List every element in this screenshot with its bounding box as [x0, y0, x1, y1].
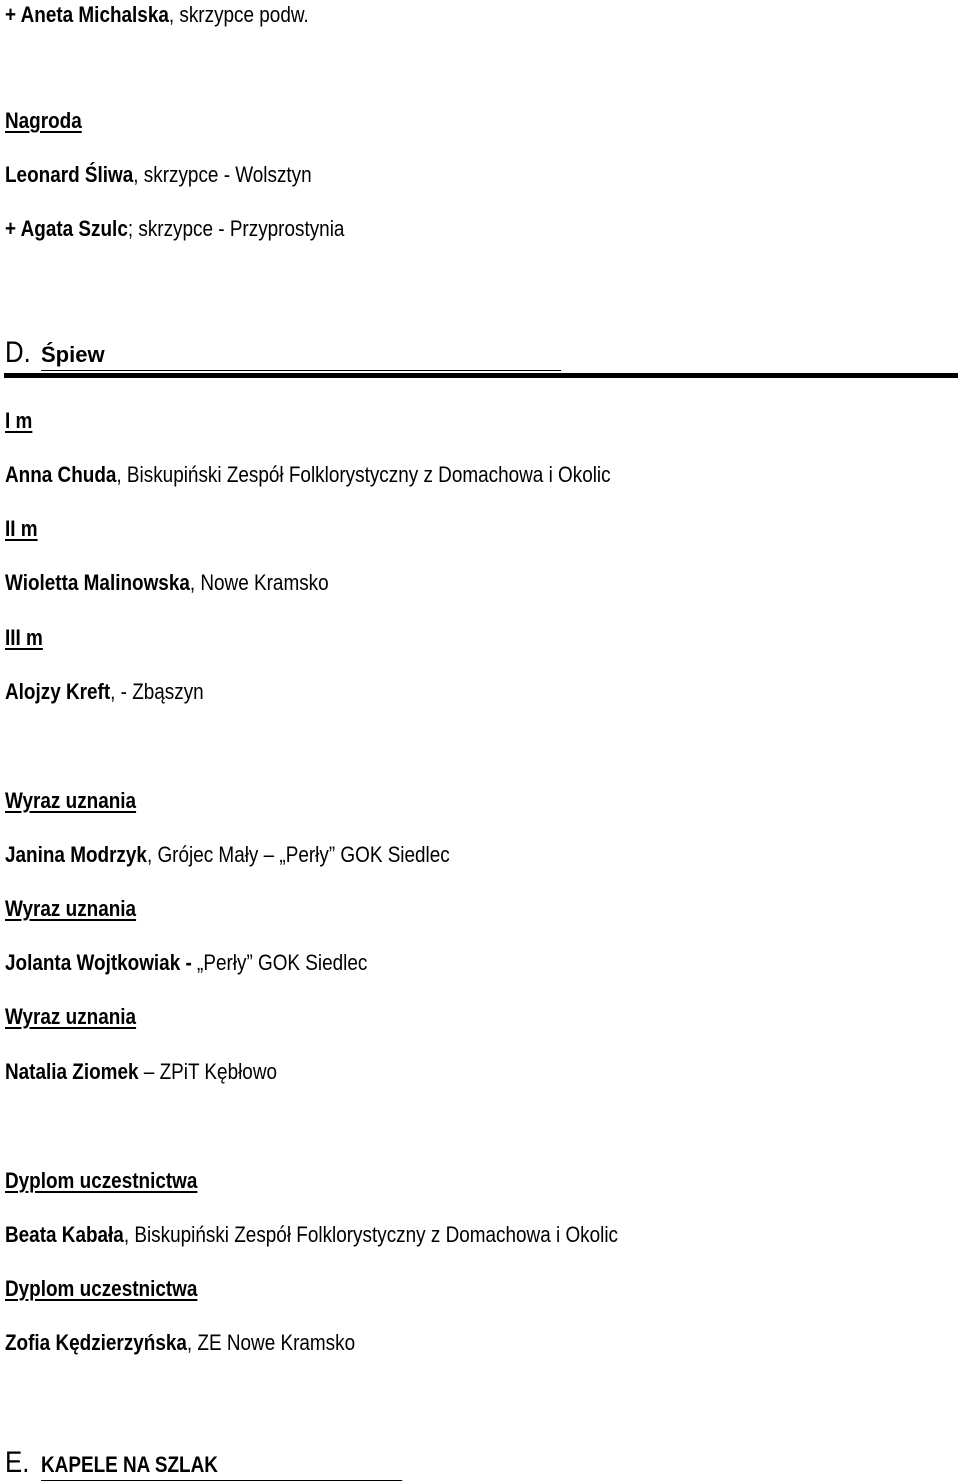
participant-details: , skrzypce - Wolsztyn — [133, 162, 312, 187]
participant-details: , - Zbąszyn — [110, 679, 204, 704]
participant-line — [5, 216, 344, 242]
award-label: Nagroda — [5, 108, 82, 133]
section-letter: D. — [5, 336, 31, 369]
participant-name: Zofia Kędzierzyńska — [5, 1330, 187, 1355]
participant-name: Wioletta Malinowska — [5, 570, 190, 595]
participant-details: , ZE Nowe Kramsko — [186, 1330, 356, 1355]
participant-name: Alojzy Kreft — [5, 679, 111, 704]
section-heading-d — [5, 336, 620, 371]
participant-details: – ZPiT Kębłowo — [138, 1059, 278, 1084]
participant-details: „Perły” GOK Siedlec — [191, 950, 368, 975]
award-label: Dyplom uczestnictwa — [5, 1168, 198, 1193]
participant-details: , Biskupiński Zespół Folklorystyczny z Domachowa i Okolic — [123, 1222, 619, 1247]
section-title: KAPELE NA SZLAK — [41, 1452, 402, 1481]
section-title: Śpiew — [41, 342, 561, 371]
participant-line — [5, 679, 204, 705]
participant-line — [5, 1330, 355, 1356]
award-label: I m — [5, 408, 33, 433]
award-label: Wyraz uznania — [5, 788, 137, 813]
participant-name: Beata Kabała — [5, 1222, 124, 1247]
participant-name: + Aneta Michalska — [5, 2, 169, 27]
participant-line — [5, 462, 611, 488]
award-label: II m — [5, 516, 38, 541]
award-label: Wyraz uznania — [5, 896, 137, 921]
section-divider — [4, 373, 958, 378]
participant-name: Janina Modrzyk — [5, 842, 147, 867]
participant-line — [5, 1059, 277, 1085]
participant-details: ; skrzypce - Przyprostynia — [127, 216, 345, 241]
participant-name: Natalia Ziomek — [5, 1059, 139, 1084]
participant-details: , Grójec Mały – „Perły” GOK Siedlec — [146, 842, 450, 867]
participant-line — [5, 842, 450, 868]
participant-line — [5, 1222, 618, 1248]
participant-line — [5, 2, 309, 28]
participant-name: Anna Chuda — [5, 462, 117, 487]
participant-line — [5, 570, 329, 596]
participant-details: , Biskupiński Zespół Folklorystyczny z Domachowa i Okolic — [116, 462, 611, 487]
participant-line — [5, 162, 312, 188]
participant-name: Leonard Śliwa — [5, 162, 134, 187]
award-label: Wyraz uznania — [5, 1004, 137, 1029]
section-letter: E. — [5, 1446, 30, 1479]
award-label: Dyplom uczestnictwa — [5, 1276, 198, 1301]
award-label: III m — [5, 625, 43, 650]
participant-name: + Agata Szulc — [5, 216, 128, 241]
participant-name: Jolanta Wojtkowiak - — [5, 950, 192, 975]
participant-details: , Nowe Kramsko — [189, 570, 329, 595]
participant-details: , skrzypce podw. — [168, 2, 309, 27]
participant-line — [5, 950, 367, 976]
section-heading-e — [5, 1446, 475, 1481]
